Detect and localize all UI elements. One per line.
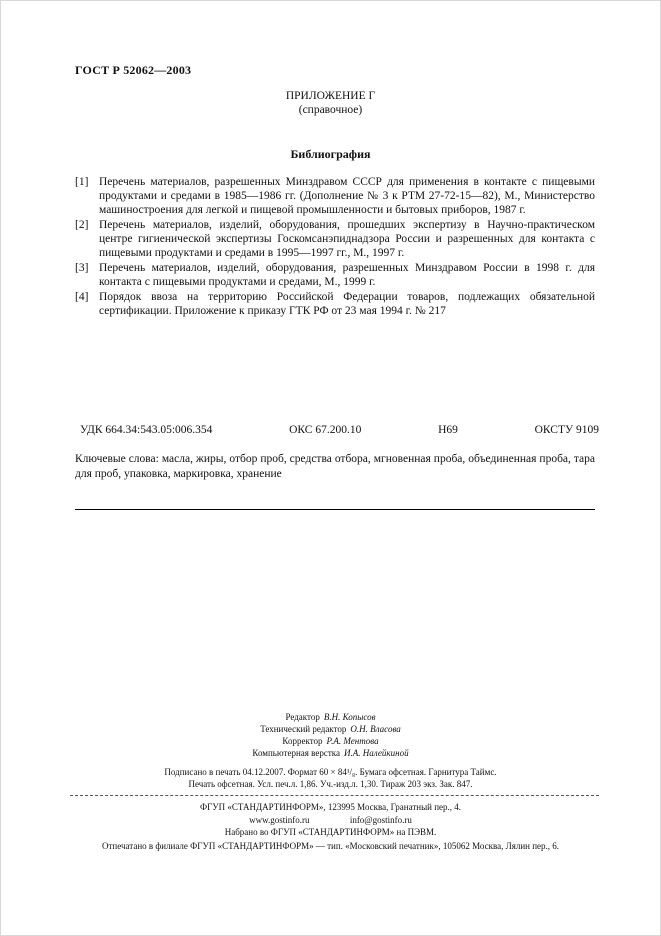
bibliography-item-label: [2] — [75, 219, 89, 232]
index-code: Н69 — [438, 424, 458, 436]
doc-number: ГОСТ Р 52062—2003 — [75, 63, 192, 77]
imprint-line-2: Печать офсетная. Усл. печ.л. 1,86. Уч.-изд.л. 1,30. Тираж 203 экз. Зак. 847. — [188, 779, 473, 790]
credit-role: Технический редактор — [260, 724, 347, 735]
imprint-block — [0, 766, 661, 790]
bibliography-title: Библиография — [290, 147, 371, 161]
credit-name: И.А. Налейкиной — [344, 748, 409, 759]
credit-role: Редактор — [285, 712, 320, 722]
okstu-code: ОКСТУ 9109 — [534, 424, 599, 436]
bibliography-item-label: [1] — [75, 176, 89, 188]
appendix-title: ПРИЛОЖЕНИЕ Г — [285, 90, 376, 102]
udk-code: УДК 664.34:543.05:006.354 — [80, 424, 213, 436]
credits-block — [0, 711, 661, 760]
bibliography-item — [75, 218, 595, 260]
credit-role: Корректор — [282, 736, 323, 747]
bibliography-item — [75, 175, 595, 217]
publisher-typeset-note: Набрано во ФГУП «СТАНДАРТИНФОРМ» на ПЭВМ. — [224, 827, 437, 838]
keywords-paragraph: Ключевые слова: масла, жиры, отбор проб, средства отбора, мгновенная проба, объединенная проба, тара для проб, упаковка, маркировка, хранение — [75, 453, 595, 480]
publisher-website: www.gostinfo.ru — [249, 814, 310, 825]
credit-role: Компьютерная верстка — [252, 748, 340, 759]
oks-code: ОКС 67.200.10 — [289, 424, 362, 436]
bibliography-item-text: Перечень материалов, изделий, оборудования, разрешенных Минздравом России в 1998 г. для контакта с пищевыми продуктами и средами, М., 1999 г. — [99, 262, 595, 289]
publisher-block — [0, 801, 661, 852]
bibliography-list — [75, 175, 595, 319]
bibliography-item-label: [3] — [75, 262, 89, 275]
bibliography-item — [75, 261, 595, 289]
credit-line — [0, 711, 661, 723]
credit-name: Р.А. Ментова — [326, 736, 379, 747]
publisher-contacts — [0, 814, 661, 827]
credit-name: В.Н. Копысов — [323, 712, 376, 722]
bibliography-item-text: Порядок ввоза на территорию Российской Федерации товаров, подлежащих обязательной сертификации. Приложение к приказу ГТК РФ от 23 мая 1994 г. № 217 — [99, 291, 595, 318]
bibliography-item-label: [4] — [75, 291, 89, 304]
credit-line — [0, 723, 661, 735]
imprint-line-1: Подписано в печать 04.12.2007. Формат 60 × 84¹/₈. Бумага офсетная. Гарнитура Таймс. — [164, 767, 497, 777]
publisher-email: info@gostinfo.ru — [349, 814, 412, 825]
dashed-rule — [70, 795, 599, 796]
credit-line — [0, 747, 661, 759]
credit-name: О.Н. Власова — [350, 724, 401, 735]
bibliography-item — [75, 290, 595, 318]
bibliography-item-text: Перечень материалов, изделий, оборудования, прошедших экспертизу в Научно-практическом центре гигиенической экспертизы Госкомсанэпиднадзора России и разрешенных для контакта с пищевыми продуктами и средами в 1995—1997 гг., М., 1997 г. — [99, 219, 595, 260]
credit-line — [0, 735, 661, 747]
horizontal-rule — [75, 509, 595, 510]
bibliography-item-text: Перечень материалов, разрешенных Минздравом СССР для применения в контакте с пищевыми продуктами и средами в 1985—1986 гг. (Дополнение № 3 к РТМ 27-72-15—82), М., Министерство машиностроения для легкой и пищевой промышленности и бытовых приборов, 1987 г. — [99, 176, 595, 217]
publisher-address: ФГУП «СТАНДАРТИНФОРМ», 123995 Москва, Гранатный пер., 4. — [199, 802, 462, 812]
appendix-subtitle: (справочное) — [298, 103, 363, 116]
classification-row — [80, 424, 599, 436]
appendix-heading — [0, 90, 661, 118]
publisher-printed-note: Отпечатано в филиале ФГУП «СТАНДАРТИНФОРМ» — тип. «Московский печатник», 105062 Москва, Лялин пер., 6. — [101, 840, 560, 851]
